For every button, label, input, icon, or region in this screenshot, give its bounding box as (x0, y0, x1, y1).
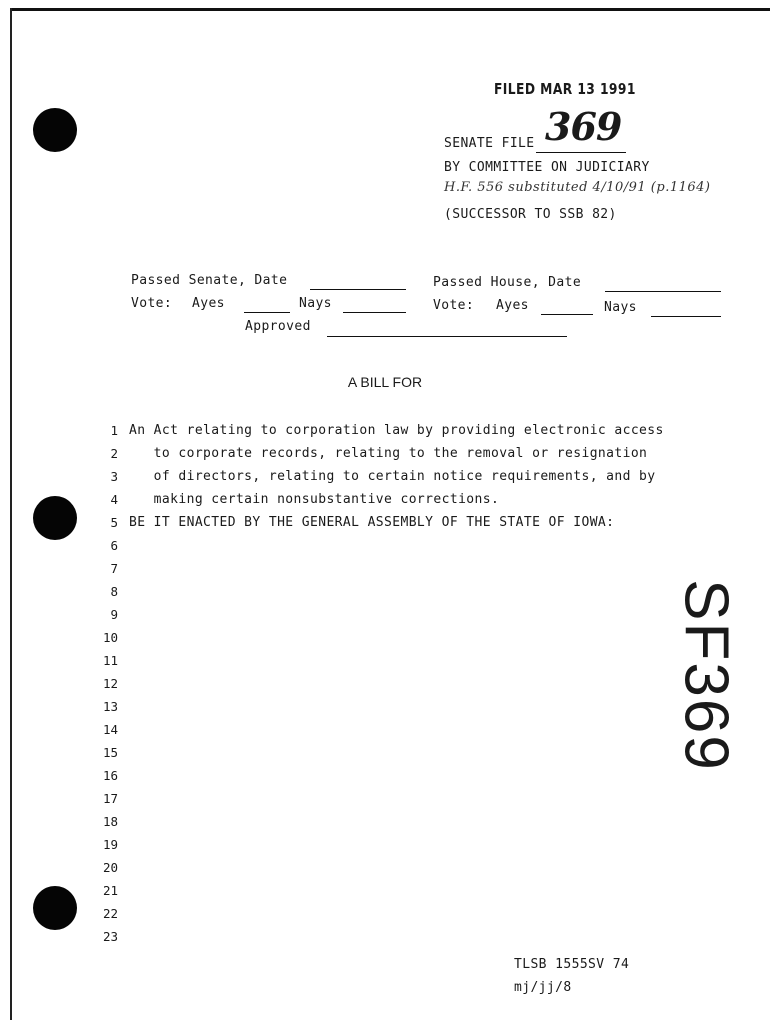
senate-file-underline (536, 152, 626, 153)
line-number: 11 (102, 653, 118, 668)
approved-label: Approved (245, 319, 311, 334)
line-text: to corporate records, relating to the removal or resignation (129, 446, 648, 461)
punch-hole-top (33, 108, 77, 152)
punch-hole-bottom (33, 886, 77, 930)
line-number: 2 (110, 446, 118, 461)
senate-nays-blank (343, 312, 406, 313)
line-number: 17 (102, 791, 118, 806)
line-number: 4 (110, 492, 118, 507)
line-number: 14 (102, 722, 118, 737)
senate-ayes-label: Ayes (192, 296, 225, 311)
line-number: 19 (102, 837, 118, 852)
line-number: 21 (102, 883, 118, 898)
bill-title: A BILL FOR (347, 374, 423, 390)
house-vote-label: Vote: (433, 298, 475, 313)
line-text: BE IT ENACTED BY THE GENERAL ASSEMBLY OF THE STATE OF IOWA: (129, 515, 615, 530)
senate-ayes-blank (244, 312, 290, 313)
committee-line: BY COMMITTEE ON JUDICIARY (444, 160, 650, 175)
passed-house-label: Passed House, Date (433, 275, 582, 290)
senate-file-label: SENATE FILE (444, 136, 535, 151)
successor-line: (SUCCESSOR TO SSB 82) (444, 207, 617, 222)
line-text: of directors, relating to certain notice requirements, and by (129, 469, 656, 484)
line-number: 1 (110, 423, 118, 438)
senate-vote-label: Vote: (131, 296, 173, 311)
senate-nays-label: Nays (299, 296, 332, 311)
line-number: 22 (102, 906, 118, 921)
line-number: 7 (110, 561, 118, 576)
line-number: 12 (102, 676, 118, 691)
line-number: 13 (102, 699, 118, 714)
line-number: 23 (102, 929, 118, 944)
line-number: 3 (110, 469, 118, 484)
line-number: 9 (110, 607, 118, 622)
line-number: 8 (110, 584, 118, 599)
house-nays-blank (651, 316, 721, 317)
senate-date-blank (310, 289, 406, 290)
page-left-edge (10, 8, 12, 1020)
line-number: 20 (102, 860, 118, 875)
handwritten-file-number: SF369 (671, 579, 741, 772)
line-number: 10 (102, 630, 118, 645)
line-text: An Act relating to corporation law by providing electronic access (129, 423, 664, 438)
substitution-note: H.F. 556 substituted 4/10/91 (p.1164) (444, 180, 711, 195)
house-ayes-blank (541, 314, 593, 315)
line-number: 16 (102, 768, 118, 783)
senate-file-number: 369 (545, 104, 622, 149)
punch-hole-middle (33, 496, 77, 540)
footer-initials: mj/jj/8 (514, 980, 572, 995)
approved-blank (327, 336, 567, 337)
house-ayes-label: Ayes (496, 298, 529, 313)
house-nays-label: Nays (604, 300, 637, 315)
house-date-blank (605, 291, 721, 292)
filed-stamp: FILED MAR 13 1991 (494, 80, 636, 98)
line-number: 15 (102, 745, 118, 760)
passed-senate-label: Passed Senate, Date (131, 273, 288, 288)
line-number: 6 (110, 538, 118, 553)
line-number: 18 (102, 814, 118, 829)
page-top-edge (10, 8, 770, 11)
line-text: making certain nonsubstantive corrections. (129, 492, 500, 507)
footer-code: TLSB 1555SV 74 (514, 957, 630, 972)
line-number: 5 (110, 515, 118, 530)
